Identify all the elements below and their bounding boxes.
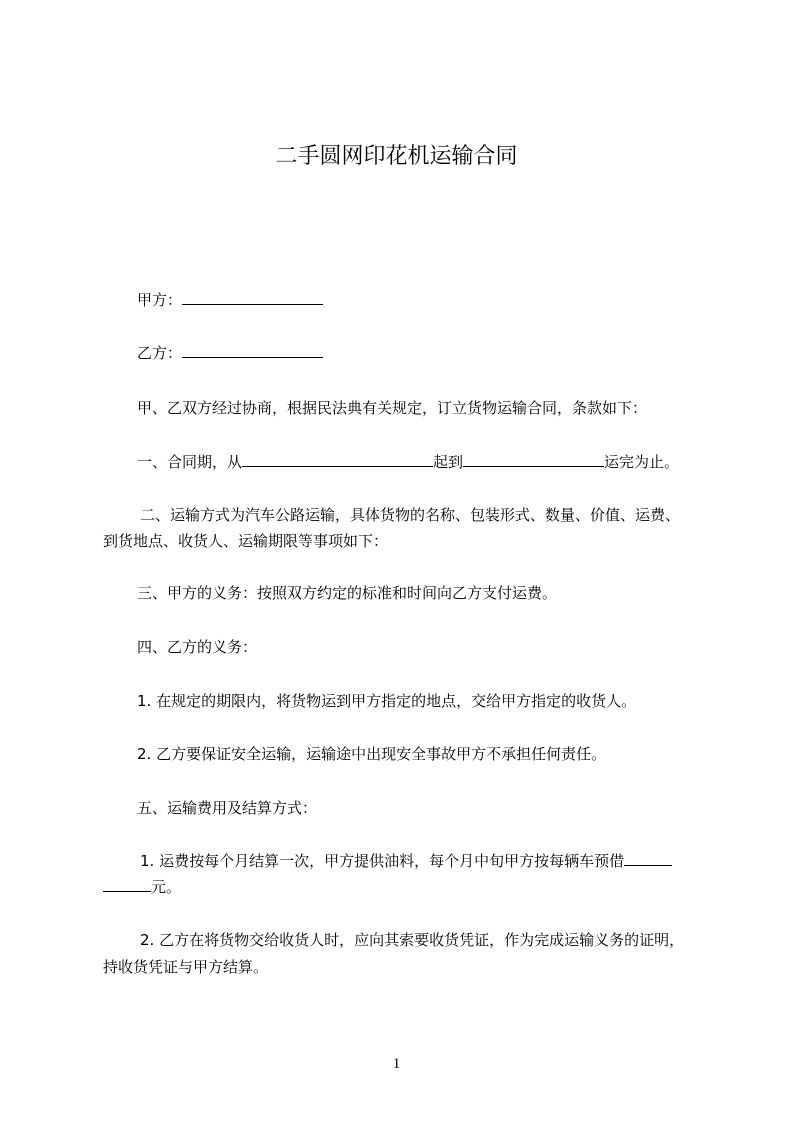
advance-amount-blank-2 [103,877,151,892]
clause-1 [137,452,679,472]
party-b-label: 乙方： [137,344,183,362]
clause-1-prefix: 一、合同期，从 [137,453,243,471]
clause-2-line-1: 二、运输方式为汽车公路运输，具体货物的名称、包装形式、数量、价值、运费、 [140,506,681,524]
clause-5-item-1-line-2 [103,877,181,897]
clause-2-line-2: 到货地点、收货人、运输期限等事项如下： [103,532,389,550]
advance-amount-blank-1 [624,851,672,866]
clause-4-item-1: 1. 在规定的期限内，将货物运到甲方指定的地点，交给甲方指定的收货人。 [137,692,637,710]
clause-5-item-1-text: 1. 运费按每个月结算一次，甲方提供油料，每个月中旬甲方按每辆车预借 [140,852,625,870]
clause-4-item-2: 2. 乙方要保证安全运输，运输途中出现安全事故甲方不承担任何责任。 [137,745,607,763]
clause-1-suffix: 运完为止。 [604,453,680,471]
intro-paragraph: 甲、乙双方经过协商，根据民法典有关规定，订立货物运输合同，条款如下： [137,399,648,417]
end-date-blank [463,452,604,467]
clause-3: 三、甲方的义务：按照双方约定的标准和时间向乙方支付运费。 [137,584,558,602]
clause-5-item-1-line-1 [140,851,672,871]
clause-5-item-2-line-2: 持收货凭证与甲方结算。 [103,958,269,976]
document-title: 二手圆网印花机运输合同 [275,144,518,169]
clause-5-heading: 五、运输费用及结算方式： [137,799,318,817]
party-a-label: 甲方： [137,291,183,309]
party-b-line [137,343,323,363]
clause-5-item-2-line-1: 2. 乙方在将货物交给收货人时，应向其索要收货凭证，作为完成运输义务的证明， [140,931,685,949]
start-date-blank [242,452,433,467]
party-b-blank [182,343,323,358]
page-number: 1 [392,1056,401,1072]
clause-5-item-1-suffix: 元。 [151,878,182,896]
party-a-blank [182,290,323,305]
clause-1-middle: 起到 [433,453,464,471]
party-a-line [137,290,323,310]
clause-4-heading: 四、乙方的义务： [137,638,258,656]
